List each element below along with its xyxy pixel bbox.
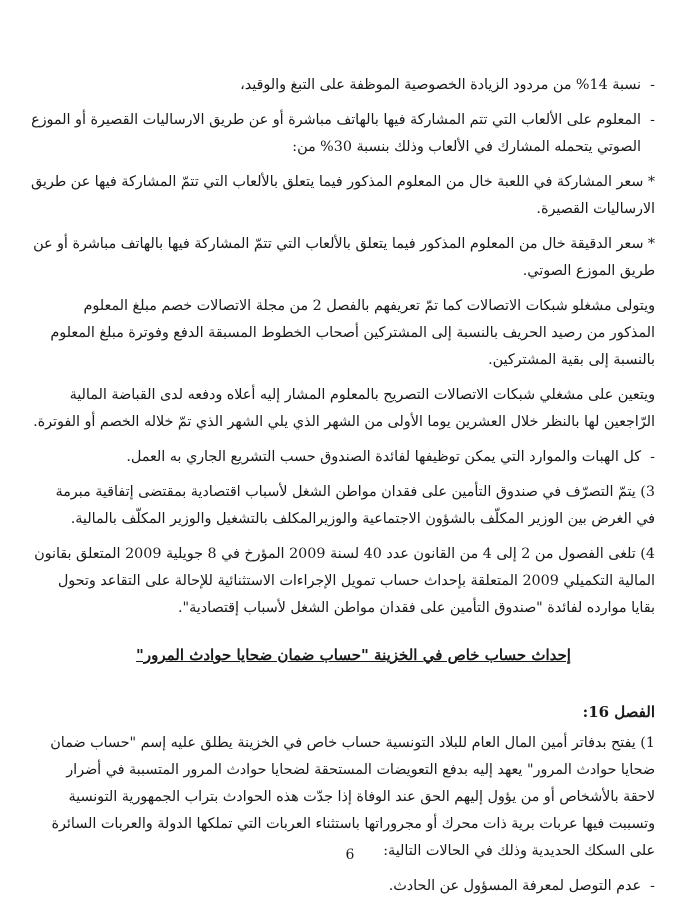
text-line: عدم التوصل لمعرفة المسؤول عن الحادث. — [388, 878, 641, 894]
text-line: 3) يتمّ التصرّف في صندوق التأمين على فقدان مواطن الشغل لأسباب اقتصادية بمقتضى إتفاقية مبرمة — [55, 484, 655, 500]
text-line: * سعر المشاركة في اللعبة خال من المعلوم المذكور فيما يتعلق بالألعاب التي تتمّ المشاركة فيها عن طريق — [30, 174, 655, 190]
page-number: 6 — [345, 847, 355, 863]
text-line: المعلوم على الألعاب التي تتم المشاركة فيها بالهاتف مباشرة أو عن طريق الارساليات القصيرة أو الموزع — [31, 112, 641, 128]
text-line: على السكك الحديدية وذلك في الحالات التالية: — [383, 843, 655, 859]
bullet-paragraph — [31, 107, 655, 161]
paragraph — [34, 541, 655, 622]
text-line: الارساليات القصيرة. — [536, 201, 655, 217]
text-line: لاحقة بالأشخاص أو من يؤول إليهم الحق عند الوفاة إذا جدّت هذه الحوادث بتراب الجمهورية التونسية — [68, 789, 655, 805]
text-line: الصوتي يتحمله المشارك في الألعاب وذلك بنسبة 30% من: — [292, 139, 641, 155]
paragraph — [33, 231, 655, 285]
dash-bullet: - — [650, 77, 655, 93]
paragraph — [52, 293, 655, 374]
document-body — [30, 72, 655, 622]
bullet-paragraph — [52, 444, 655, 471]
text-line: طريق الموزع الصوتي. — [522, 263, 655, 279]
paragraph — [30, 169, 655, 223]
text-line: بالنسبة إلى بقية المشتركين. — [488, 352, 655, 368]
dash-bullet: - — [650, 112, 655, 128]
paragraph — [33, 382, 655, 436]
text-line: * سعر الدقيقة خال من المعلوم المذكور فيما يتعلق بالألعاب التي تتمّ المشاركة فيها بالهاتف مباشرة أو عن — [33, 236, 655, 252]
section-heading: إحداث حساب خاص في الخزينة "حساب ضمان ضحايا حوادث المرور" — [136, 646, 571, 664]
text-line: 4) تلغى الفصول من 2 إلى 4 من القانون عدد 40 لسنة 2009 المؤرخ في 8 جويلية 2009 المتعلق بقانون — [34, 546, 655, 562]
paragraph — [52, 479, 655, 533]
text-line: المذكور من رصيد الحريف بالنسبة إلى المشتركين أصحاب الخطوط المسبقة الدفع وفوترة مبلغ المعلوم — [50, 325, 655, 341]
text-line: كل الهبات والموارد التي يمكن توظيفها لفائدة الصندوق حسب التشريع الجاري به العمل. — [126, 449, 641, 465]
article-title: الفصل 16: — [582, 703, 655, 721]
bullet-paragraph — [52, 72, 655, 99]
text-line: المالية التكميلي 2009 المتعلقة بإحداث حساب تمويل الإجراءات الاستثنائية للإحالة على التقاعد وتحول — [57, 573, 655, 589]
bullet-paragraph — [52, 873, 655, 900]
text-line: ويتعين على مشغلي شبكات الاتصالات التصريح بالمعلوم المشار إليه أعلاه ودفعه لدى القباضة المالية — [69, 387, 655, 403]
text-line: الرّاجعين لها بالنظر خلال العشرين يوما الأولى من الشهر الذي يلي الشهر الذي تمّ خلاله الخصم أو الفوترة. — [33, 414, 655, 430]
text-line: ويتولى مشغلو شبكات الاتصالات كما تمّ تعريفهم بالفصل 2 من مجلة الاتصالات خصم مبلغ المعلوم — [83, 298, 655, 314]
text-line: نسبة 14% من مردود الزيادة الخصوصية الموظفة على التبغ والوقيد، — [240, 77, 641, 93]
text-line: في الغرض بين الوزير المكلّف بالشؤون الاجتماعية والوزيرالمكلف بالتشغيل والوزير المكلّف بالمالية. — [70, 511, 655, 527]
text-line: ضحايا حوادث المرور" يعهد إليه بدفع التعويضات المستحقة لضحايا حوادث المرور المتسببة في أضرار — [66, 762, 655, 778]
dash-bullet: - — [650, 449, 655, 465]
dash-bullet: - — [650, 878, 655, 894]
text-line: 1) يفتح بدفاتر أمين المال العام للبلاد التونسية حساب خاص في الخزينة يطلق عليه إسم "حساب ضمان — [50, 735, 655, 751]
article-body — [52, 730, 655, 900]
text-line: بقايا موارده لفائدة "صندوق التأمين على فقدان مواطن الشغل لأسباب إقتصادية". — [177, 600, 655, 616]
paragraph — [52, 730, 655, 865]
text-line: وتسببت فيها عربات برية ذات محرك أو مجروراتها باستثناء العربات التي تملكها الدولة والعربات السائرة — [51, 816, 655, 832]
